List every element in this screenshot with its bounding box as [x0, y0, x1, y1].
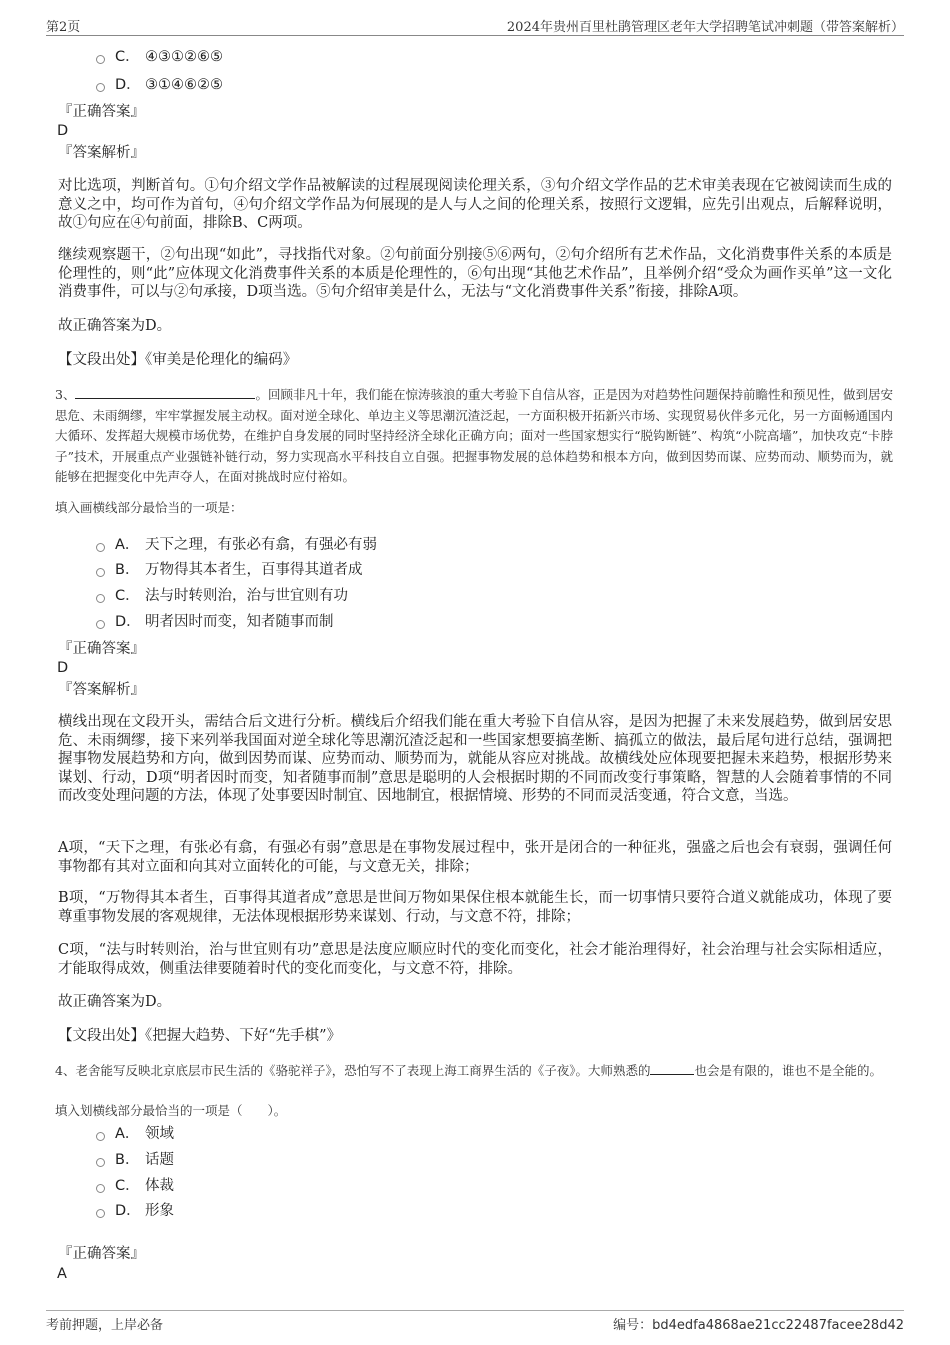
radio-icon[interactable]	[96, 1158, 105, 1167]
q3-option-a[interactable]: A． 天下之理，有张必有翕，有强必有弱	[96, 535, 377, 555]
radio-icon[interactable]	[96, 1184, 105, 1193]
footer-slogan: 考前押题，上岸必备	[46, 1318, 164, 1333]
q4-option-b[interactable]: B． 话题	[96, 1150, 174, 1170]
radio-icon[interactable]	[96, 83, 105, 92]
q4-option-c[interactable]: C． 体裁	[96, 1176, 174, 1196]
q3-option-c[interactable]: C． 法与时转则治，治与世宜则有功	[96, 586, 348, 606]
q3-source: 【文段出处】《把握大趋势、下好“先手棋”》	[58, 1028, 342, 1044]
q3-stem: 3、 。回顾非凡十年，我们能在惊涛骇浪的重大考验下自信从容，正是因为对趋势性问题保持前瞻性和预见性，做到居安思危、未雨绸缪，牢牢掌握发展主动权。面对逆全球化、单边主义等思潮沉渣泛起，一方面积极开拓新兴市场、实现贸易伙伴多元化，另一方面畅通国内大循环、发挥超大规模市场优势，在维护自身发展的同时坚持经济全球化正确方向；面对一些国家想实行“脱钩断链”、构筑“小院高墙”，加快攻克“卡脖子”技术，开展重点产业强链补链行动，努力实现高水平科技自立自强。把握事物发展的总体趋势和根本方向，做到因势而谋、应势而动、顺势而为，就能够在把握变化中先声夺人，在面对挑战时应付裕如。	[55, 387, 894, 484]
q2-answer-label: 『正确答案』	[58, 104, 145, 120]
q3-analysis-para-1: 横线出现在文段开头，需结合后文进行分析。横线后介绍我们能在重大考验下自信从容，是因为把握了未来发展趋势，做到居安思危、未雨绸缪，接下来列举我国面对逆全球化等思潮沉渣泛起和一些国家想要搞垄断、搞孤立的做法，最后尾句进行总结，强调把握事物发展趋势和方向，做到因势而谋、应势而动、顺势而为，就能从容应对挑战。故横线处应体现要把握未来趋势，根据形势来谋划、行动，D项“明者因时而变，知者随事而制”意思是聪明的人会根据时期的不同而改变行事策略，智慧的人会随着事情的不同而改变处理问题的方法，体现了处事要因时制宜、因地制宜，根据情境、形势的不同而灵活变通，符合文意，当选。	[58, 714, 892, 805]
q3-conclusion: 故正确答案为D。	[58, 994, 172, 1010]
radio-icon[interactable]	[96, 55, 105, 64]
q2-option-d[interactable]: D． ③①④⑥②⑤	[96, 75, 223, 95]
q3-option-b[interactable]: B． 万物得其本者生，百事得其道者成	[96, 560, 363, 580]
q3-answer-label: 『正确答案』	[58, 641, 145, 657]
radio-icon[interactable]	[96, 1132, 105, 1141]
q2-conclusion: 故正确答案为D。	[58, 318, 172, 334]
q2-answer: D	[57, 123, 69, 139]
q3-analysis-para-2: A项，“天下之理，有张必有翕，有强必有弱”意思是在事物发展过程中，张开是闭合的一种征兆，强盛之后也会有衰弱，强调任何事物都有其对立面和向其对立面转化的可能，与文意无关，排除；	[58, 840, 892, 875]
q3-analysis-para-3: B项，“万物得其本者生，百事得其道者成”意思是世间万物如果保住根本就能生长，而一切事情只要符合道义就能成功，体现了要尊重事物发展的客观规律，无法体现根据形势来谋划、行动，与文意不符，排除；	[58, 890, 892, 925]
q4-prompt: 填入划横线部分最恰当的一项是（ ）。	[55, 1103, 287, 1118]
q4-answer-label: 『正确答案』	[58, 1246, 145, 1262]
footer-divider	[46, 1310, 904, 1311]
q2-analysis-para-1: 对比选项，判断首句。①句介绍文学作品被解读的过程展现阅读伦理关系，③句介绍文学作品的艺术审美表现在它被阅读而生成的意义之中，均可作为首句，④句介绍文学作品为何展现的是人与人之间的伦理关系，按照行文逻辑，应先引出观点，后解释说明，故①句应在④句前面，排除B、C两项。	[58, 178, 892, 232]
page-number: 第2页	[46, 20, 81, 35]
q4-option-a[interactable]: A． 领域	[96, 1124, 174, 1144]
q3-answer: D	[57, 660, 69, 676]
q2-analysis-label: 『答案解析』	[58, 145, 145, 161]
document-title: 2024年贵州百里杜鹃管理区老年大学招聘笔试冲刺题（带答案解析）	[506, 20, 904, 35]
q3-analysis-para-4: C项，“法与时转则治，治与世宜则有功”意思是法度应顺应时代的变化而变化，社会才能治理得好，社会治理与社会实际相适应，才能取得成效，侧重法律要随着时代的变化而变化，与文意不符，排除。	[58, 942, 892, 977]
fill-blank	[650, 1062, 694, 1075]
q2-source: 【文段出处】《审美是伦理化的编码》	[58, 352, 298, 368]
header-divider	[46, 35, 904, 36]
q2-analysis-para-2: 继续观察题干，②句出现“如此”，寻找指代对象。②句前面分别接⑤⑥两句，②句介绍所有艺术作品，文化消费事件关系的本质是伦理性的，则“此”应体现文化消费事件关系的本质是伦理性的，⑥句出现“其他艺术作品”，且举例介绍“受众为画作买单”这一文化消费事件，可以与②句承接，D项当选。⑤句介绍审美是什么，无法与“文化消费事件关系”衔接，排除A项。	[58, 247, 892, 301]
q4-stem: 4、老舍能写反映北京底层市民生活的《骆驼祥子》，恐怕写不了表现上海工商界生活的《子夜》。大师熟悉的 也会是有限的，谁也不是全能的。	[55, 1063, 882, 1078]
q3-prompt: 填入画横线部分最恰当的一项是：	[55, 500, 243, 515]
document-code: 编号：bd4edfa4868ae21cc22487facee28d42	[613, 1318, 904, 1333]
radio-icon[interactable]	[96, 620, 105, 629]
radio-icon[interactable]	[96, 568, 105, 577]
radio-icon[interactable]	[96, 1209, 105, 1218]
radio-icon[interactable]	[96, 594, 105, 603]
radio-icon[interactable]	[96, 543, 105, 552]
fill-blank	[75, 386, 255, 399]
q3-option-d[interactable]: D． 明者因时而变，知者随事而制	[96, 612, 334, 632]
q3-analysis-label: 『答案解析』	[58, 682, 145, 698]
q2-option-c[interactable]: C． ④③①②⑥⑤	[96, 47, 223, 67]
q4-answer: A	[57, 1266, 67, 1282]
q4-option-d[interactable]: D． 形象	[96, 1201, 174, 1221]
